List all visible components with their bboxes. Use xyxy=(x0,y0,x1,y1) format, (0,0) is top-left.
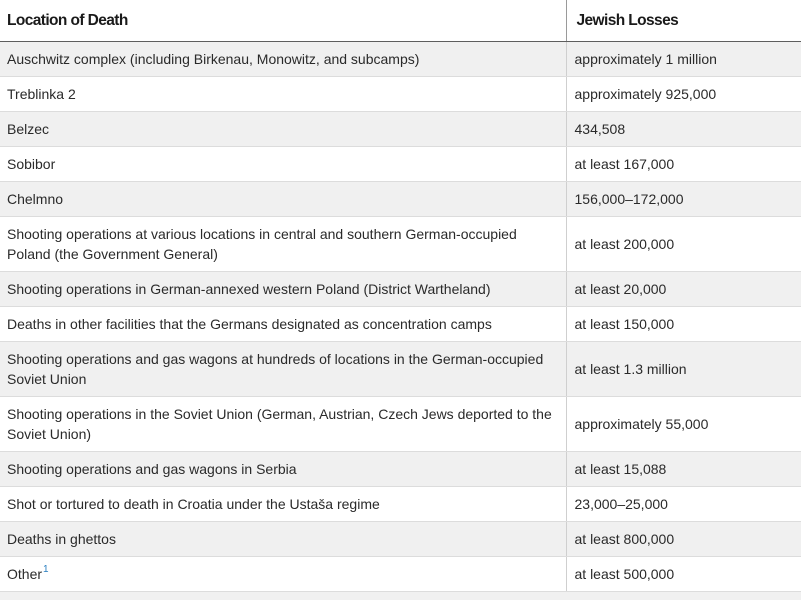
table-row xyxy=(0,452,801,487)
location-cell: Shooting operations and gas wagons at hundreds of locations in the German-occupied Soviet Union xyxy=(0,342,566,397)
table-row xyxy=(0,487,801,522)
table-row xyxy=(0,272,801,307)
location-cell: Shot or tortured to death in Croatia under the Ustaša regime xyxy=(0,487,566,522)
footnote-link[interactable]: 1 xyxy=(43,564,49,575)
table-row xyxy=(0,522,801,557)
table-row xyxy=(0,217,801,272)
losses-cell: approximately 1 million xyxy=(566,42,801,77)
location-cell: Sobibor xyxy=(0,147,566,182)
losses-cell: at least 800,000 xyxy=(566,522,801,557)
table-row xyxy=(0,112,801,147)
table-continuation xyxy=(0,592,801,600)
losses-cell: at least 167,000 xyxy=(566,147,801,182)
table-row xyxy=(0,397,801,452)
table-row xyxy=(0,42,801,77)
losses-cell: 23,000–25,000 xyxy=(566,487,801,522)
header-location-of-death: Location of Death xyxy=(0,0,566,42)
location-cell: Shooting operations and gas wagons in Serbia xyxy=(0,452,566,487)
losses-cell: at least 150,000 xyxy=(566,307,801,342)
header-jewish-losses: Jewish Losses xyxy=(566,0,801,42)
other-label: Other xyxy=(7,566,43,582)
location-cell: Deaths in ghettos xyxy=(0,522,566,557)
location-cell xyxy=(0,557,566,592)
location-cell: Deaths in other facilities that the Germans designated as concentration camps xyxy=(0,307,566,342)
location-cell: Belzec xyxy=(0,112,566,147)
table-row xyxy=(0,147,801,182)
location-cell: Shooting operations in German-annexed western Poland (District Wartheland) xyxy=(0,272,566,307)
losses-cell: at least 500,000 xyxy=(566,557,801,592)
losses-cell: at least 20,000 xyxy=(566,272,801,307)
table-row xyxy=(0,182,801,217)
losses-cell: approximately 55,000 xyxy=(566,397,801,452)
location-cell: Auschwitz complex (including Birkenau, Monowitz, and subcamps) xyxy=(0,42,566,77)
losses-cell: 156,000–172,000 xyxy=(566,182,801,217)
table-row xyxy=(0,307,801,342)
table-row xyxy=(0,77,801,112)
table-header-row xyxy=(0,0,801,42)
losses-cell: 434,508 xyxy=(566,112,801,147)
location-cell: Shooting operations at various locations in central and southern German-occupied Poland (the Government General) xyxy=(0,217,566,272)
location-cell: Chelmno xyxy=(0,182,566,217)
losses-cell: at least 1.3 million xyxy=(566,342,801,397)
location-cell: Shooting operations in the Soviet Union (German, Austrian, Czech Jews deported to the Soviet Union) xyxy=(0,397,566,452)
table-row xyxy=(0,557,801,592)
location-cell: Treblinka 2 xyxy=(0,77,566,112)
losses-cell: at least 200,000 xyxy=(566,217,801,272)
losses-cell: approximately 925,000 xyxy=(566,77,801,112)
table-row xyxy=(0,342,801,397)
losses-cell: at least 15,088 xyxy=(566,452,801,487)
